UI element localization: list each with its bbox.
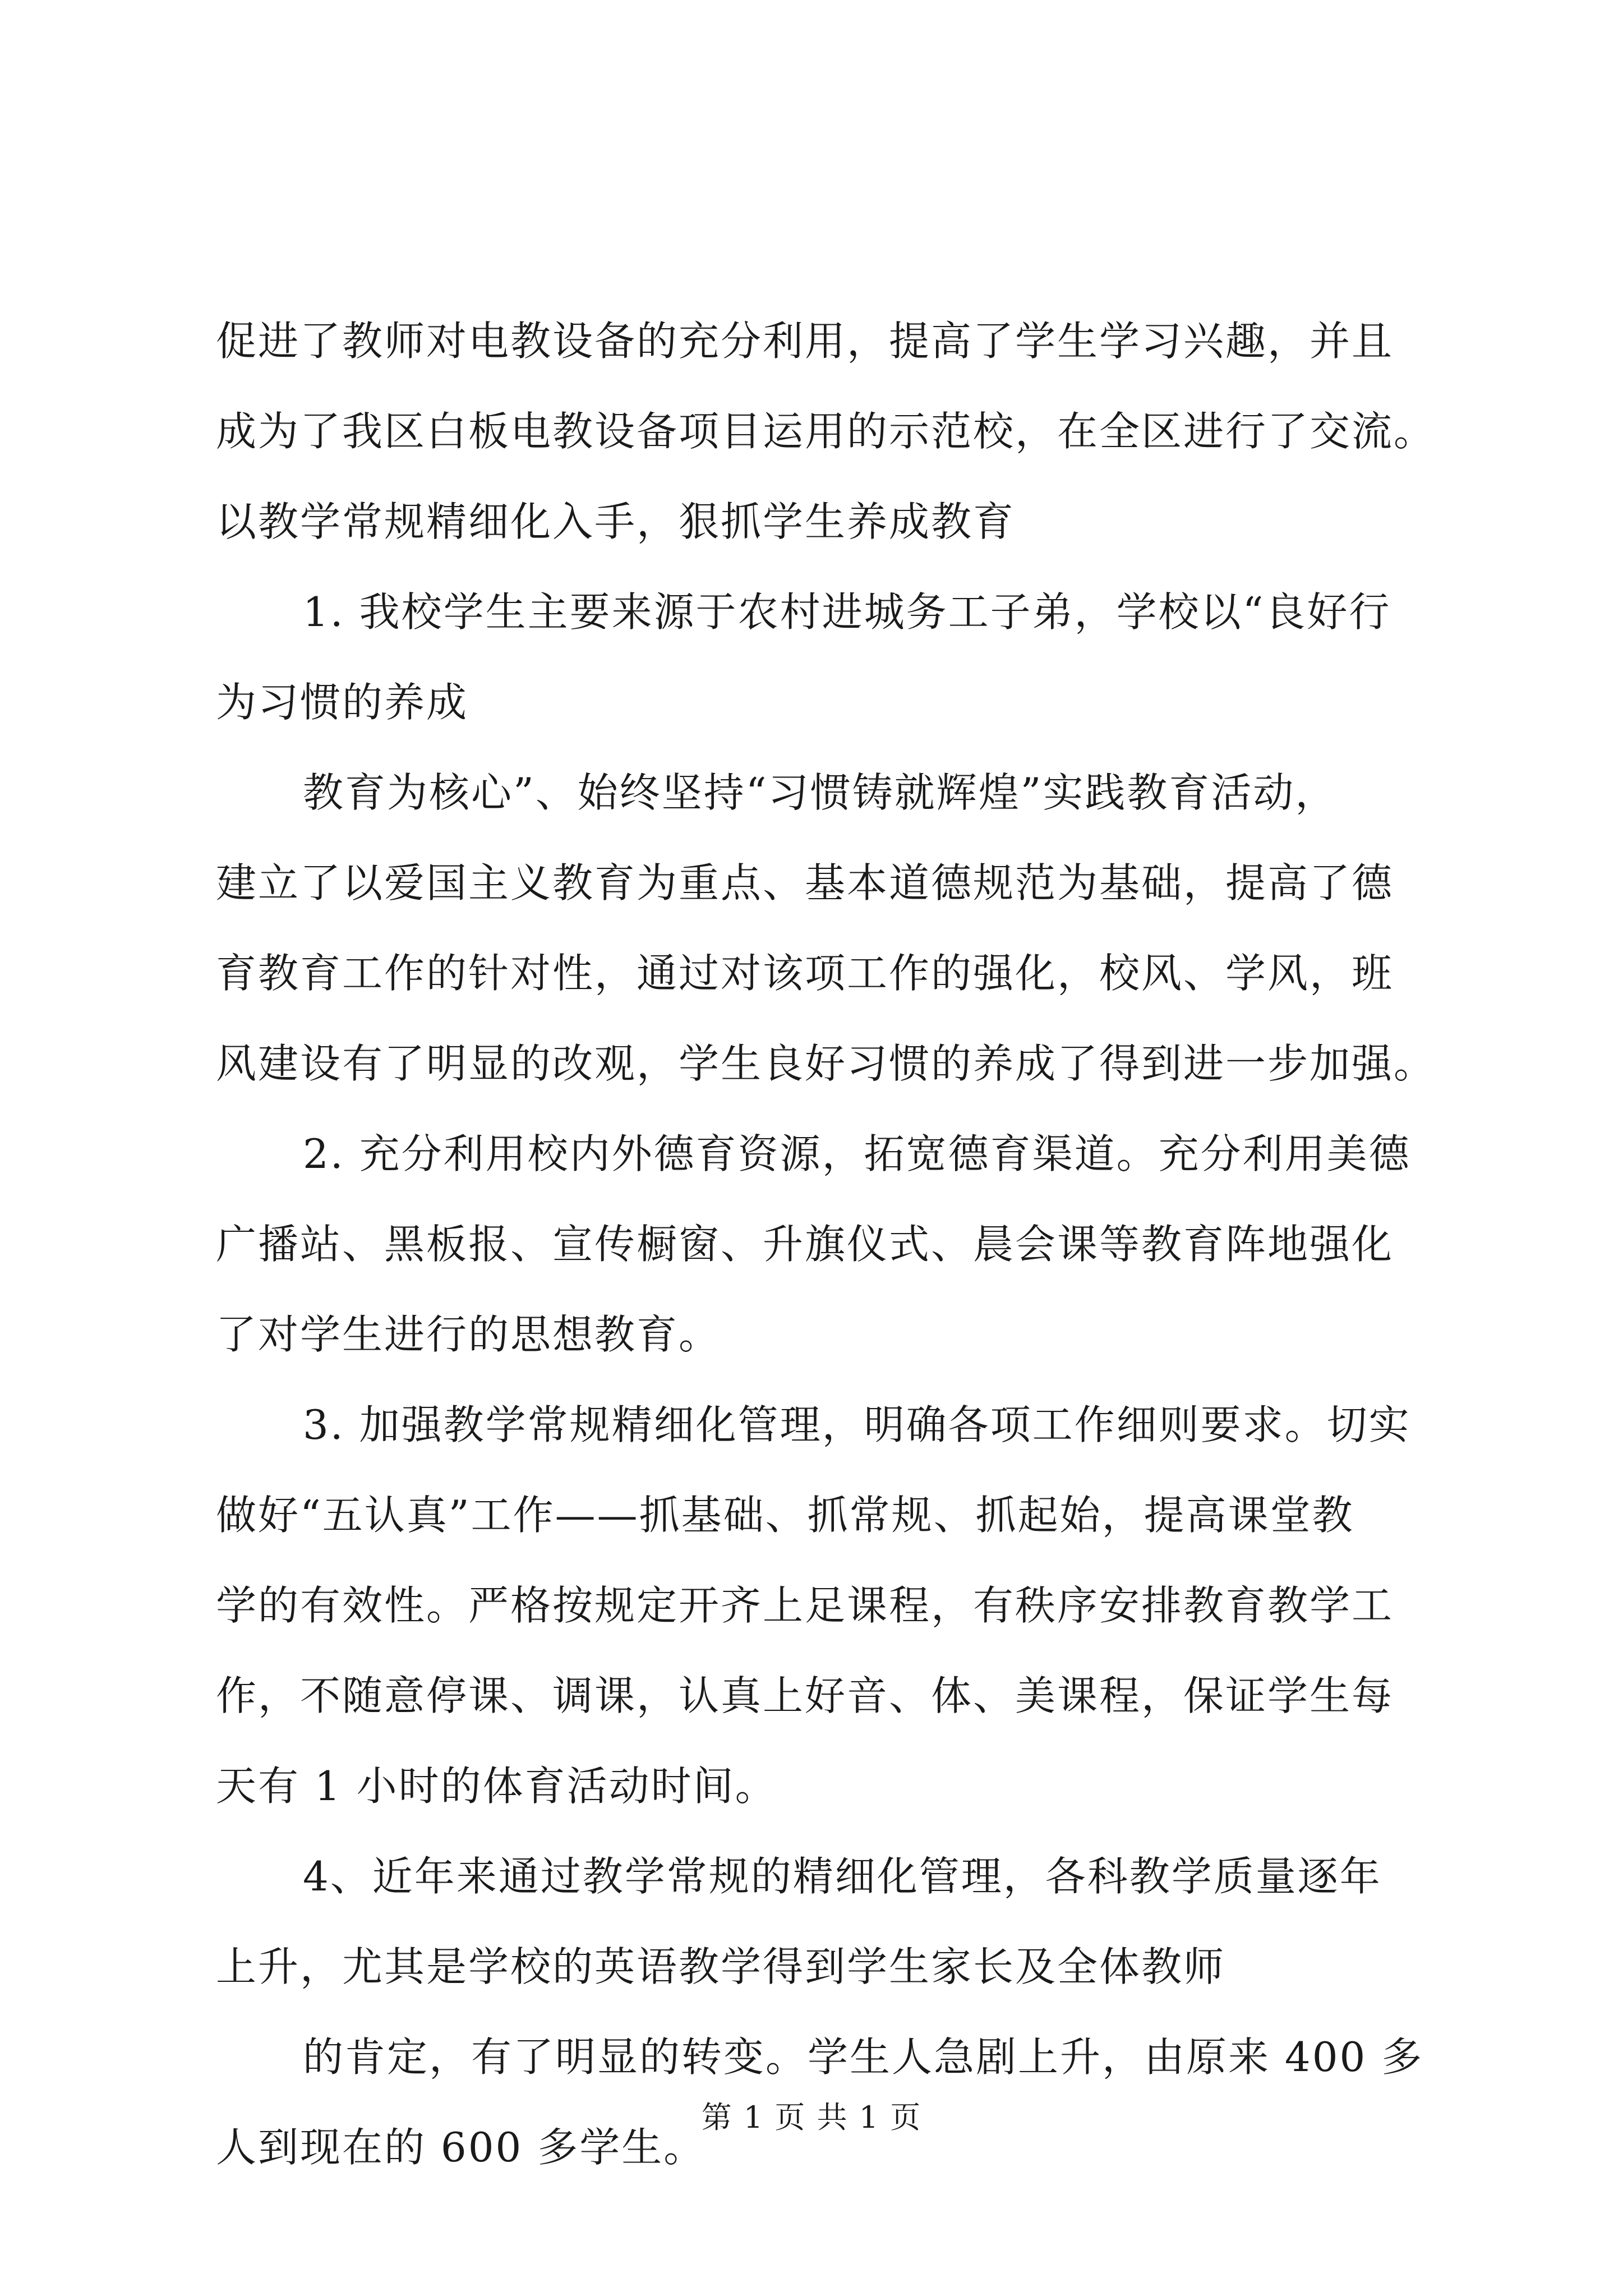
text-line: 天有 1 小时的体育活动时间。	[216, 1763, 777, 1810]
text-line: 建立了以爱国主义教育为重点、基本道德规范为基础，提高了德	[216, 859, 1394, 907]
document-body	[216, 296, 1438, 2193]
text-line: 做好“五认真”工作——抓基础、抓常规、抓起始，提高课堂教	[216, 1492, 1354, 1539]
text-line: 了对学生进行的思想教育。	[216, 1311, 721, 1358]
text-line: 成为了我区白板电教设备项目运用的示范校，在全区进行了交流。	[216, 408, 1436, 455]
text-line: 风建设有了明显的改观，学生良好习惯的养成了得到进一步加强。	[216, 1040, 1436, 1087]
text-line: 4、近年来通过教学常规的精细化管理，各科教学质量逐年	[303, 1853, 1382, 1900]
text-line: 2. 充分利用校内外德育资源，拓宽德育渠道。充分利用美德	[303, 1130, 1411, 1177]
text-line: 的肯定，有了明显的转变。学生人急剧上升，由原来 400 多	[303, 2033, 1424, 2081]
section-heading: 以教学常规精细化入手，狠抓学生养成教育	[216, 498, 1016, 545]
text-line: 学的有效性。严格按规定开齐上足课程，有秩序安排教育教学工	[216, 1582, 1394, 1629]
text-line: 促进了教师对电教设备的充分利用，提高了学生学习兴趣，并且	[216, 318, 1394, 365]
text-line: 育教育工作的针对性，通过对该项工作的强化，校风、学风，班	[216, 950, 1394, 997]
text-line: 1. 我校学生主要来源于农村进城务工子弟，学校以“良好行	[303, 588, 1391, 636]
text-line: 3. 加强教学常规精细化管理，明确各项工作细则要求。切实	[303, 1401, 1411, 1448]
text-line: 教育为核心”、始终坚持“习惯铸就辉煌”实践教育活动，	[303, 769, 1338, 816]
page-footer: 第 1 页 共 1 页	[701, 2100, 922, 2135]
text-line: 作，不随意停课、调课，认真上好音、体、美课程，保证学生每	[216, 1672, 1394, 1719]
text-line: 广播站、黑板报、宣传橱窗、升旗仪式、晨会课等教育阵地强化	[216, 1221, 1394, 1268]
text-line: 上升，尤其是学校的英语教学得到学生家长及全体教师	[216, 1943, 1226, 1990]
text-line: 人到现在的 600 多学生。	[216, 2124, 706, 2171]
text-line: 为习惯的养成	[216, 679, 469, 726]
